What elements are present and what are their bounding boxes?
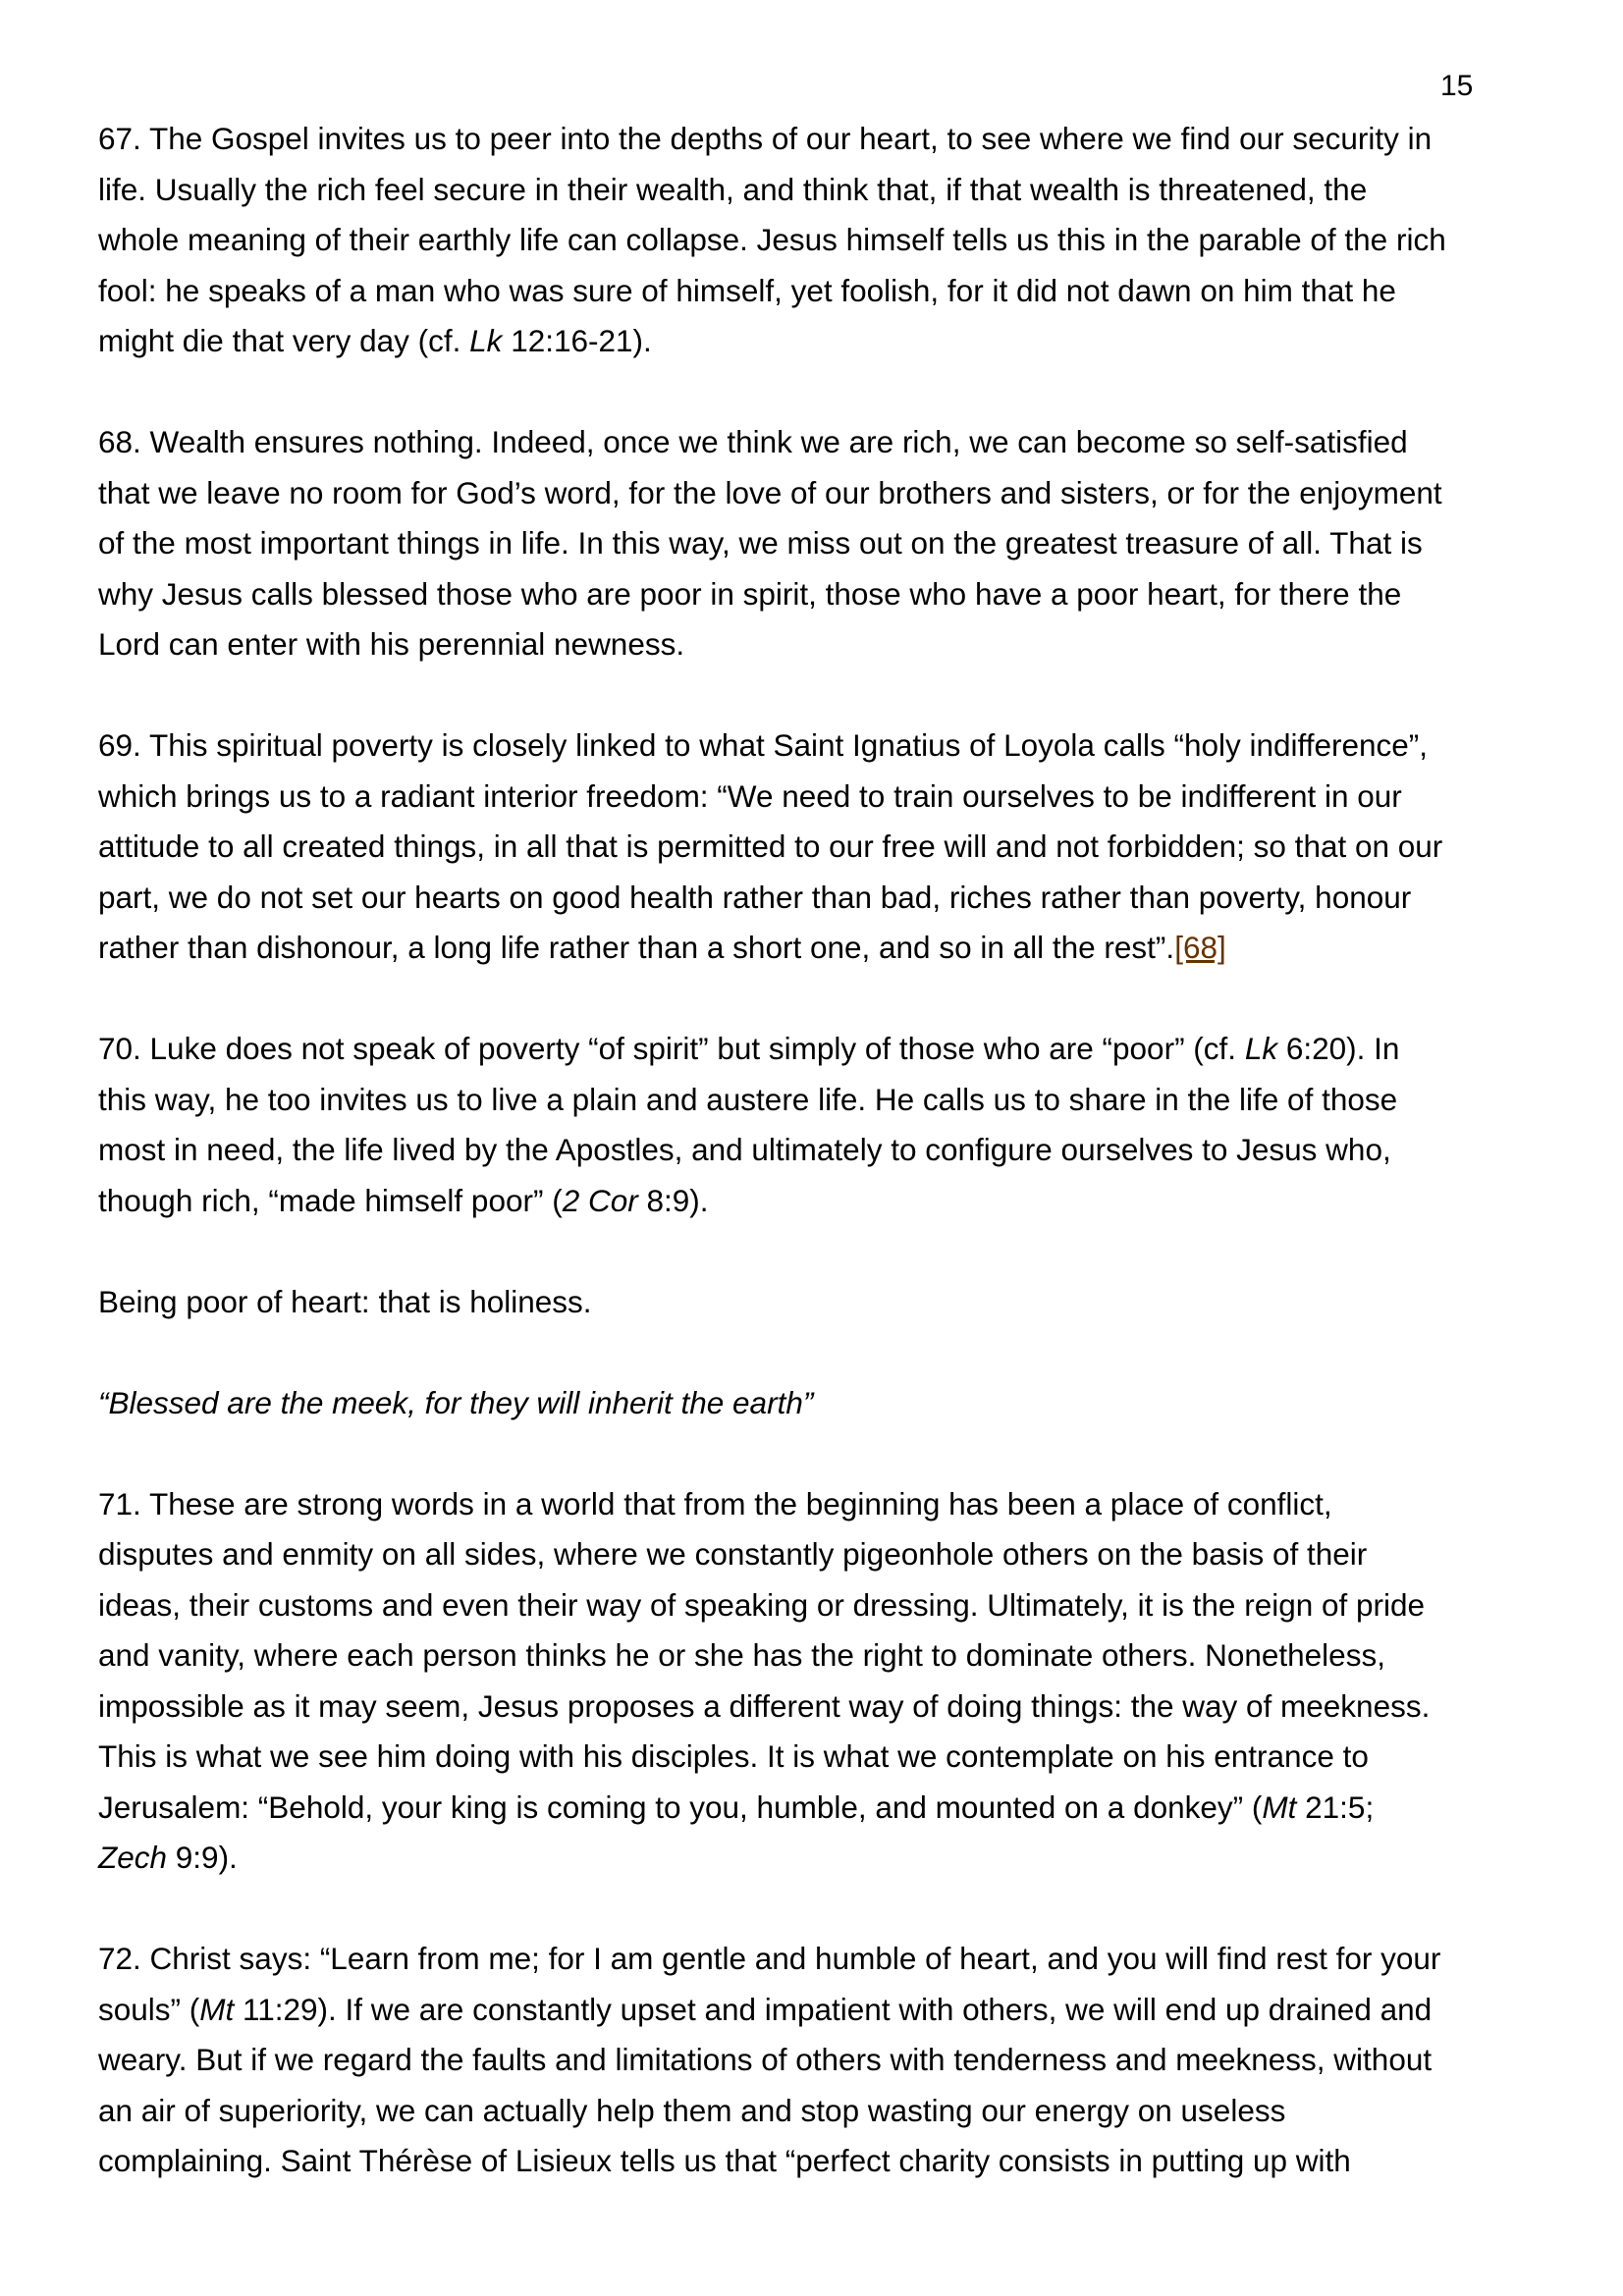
text-run: 68. Wealth ensures nothing. Indeed, once we think we are rich, we can become so self-satisfied: [98, 424, 1408, 459]
text-line: [98, 1486, 1332, 1522]
text-line: [98, 828, 1442, 864]
text-run: souls” (: [98, 1991, 200, 2027]
text-line: [98, 880, 1411, 915]
text-run: of the most important things in life. In this way, we miss out on the greatest treasure of all. That is: [98, 525, 1423, 561]
text-run: and vanity, where each person thinks he or she has the right to dominate others. Nonetheless,: [98, 1637, 1385, 1673]
text-run: disputes and enmity on all sides, where we constantly pigeonhole others on the basis of their: [98, 1536, 1368, 1572]
page-number: 15: [1440, 70, 1474, 102]
text-run: weary. But if we regard the faults and limitations of others with tenderness and meekness, without: [98, 2042, 1433, 2077]
text-run: life. Usually the rich feel secure in their wealth, and think that, if that wealth is threatened, the: [98, 171, 1368, 207]
text-line: [98, 2143, 1351, 2178]
italic-text: Zech: [98, 1840, 168, 1875]
text-run: 12:16-21).: [502, 323, 652, 358]
text-run: complaining. Saint Thérèse of Lisieux tells us that “perfect charity consists in putting up with: [98, 2143, 1351, 2178]
text-line: [98, 1789, 1374, 1825]
text-run: part, we do not set our hearts on good health rather than bad, riches rather than poverty, honour: [98, 879, 1412, 915]
text-line: [98, 1132, 1391, 1167]
text-run: impossible as it may seem, Jesus proposes a different way of doing things: the way of meekness.: [98, 1687, 1431, 1724]
italic-text: Lk: [469, 323, 503, 358]
text-line: [98, 930, 1226, 965]
text-line: [98, 1082, 1397, 1117]
text-line: [98, 576, 1401, 612]
text-run: 67. The Gospel invites us to peer into the depths of our heart, to see where we find our security in: [98, 121, 1433, 156]
text-line: [98, 1840, 238, 1875]
text-line: [98, 525, 1423, 561]
text-run: Lord can enter with his perennial newness.: [98, 626, 685, 662]
text-run: Jerusalem: “Behold, your king is coming to you, humble, and mounted on a donkey” (: [98, 1789, 1263, 1825]
text-run: This is what we see him doing with his disciples. It is what we contemplate on his entrance to: [98, 1738, 1369, 1774]
text-line: [98, 475, 1442, 510]
text-line: [98, 1637, 1385, 1673]
italic-text: Lk: [1244, 1031, 1278, 1066]
text-run: this way, he too invites us to live a plain and austere life. He calls us to share in the life of those: [98, 1081, 1398, 1117]
text-line: [98, 424, 1408, 459]
text-run: Being poor of heart: that is holiness.: [98, 1283, 592, 1319]
text-line: [98, 222, 1446, 257]
text-line: [98, 1587, 1425, 1623]
text-line: [98, 273, 1396, 308]
text-line: [98, 727, 1428, 763]
text-line: [98, 172, 1367, 207]
text-run: 11:29). If we are constantly upset and impatient with others, we will end up drained and: [234, 1991, 1433, 2027]
text-run: rather than dishonour, a long life rather than a short one, and so in all the rest”.: [98, 930, 1175, 965]
text-line: [98, 1031, 1399, 1066]
text-line: [98, 1183, 709, 1218]
text-line: [98, 1688, 1430, 1724]
italic-text: Mt: [199, 1991, 235, 2027]
text-run: which brings us to a radiant interior freedom: “We need to train ourselves to be indifferent in our: [98, 777, 1402, 814]
text-line: [98, 1284, 592, 1319]
text-run: fool: he speaks of a man who was sure of himself, yet foolish, for it did not dawn on him that he: [98, 272, 1396, 308]
text-run: an air of superiority, we can actually help them and stop wasting our energy on useless: [98, 2092, 1286, 2128]
text-run: though rich, “made himself poor” (: [98, 1182, 563, 1218]
text-line: [98, 323, 652, 358]
text-line: [98, 1738, 1369, 1774]
text-line: [98, 1992, 1432, 2027]
text-run: most in need, the life lived by the Apostles, and ultimately to configure ourselves to Jesus who,: [98, 1132, 1391, 1167]
text-line: [98, 121, 1432, 156]
text-line: [98, 626, 684, 662]
text-run: 72. Christ says: “Learn from me; for I am gentle and humble of heart, and you will find rest for your: [98, 1941, 1441, 1976]
text-run: 70. Luke does not speak of poverty “of spirit” but simply of those who are “poor” (cf.: [98, 1031, 1245, 1066]
text-run: might die that very day (cf.: [98, 323, 470, 358]
text-run: 69. This spiritual poverty is closely linked to what Saint Ignatius of Loyola calls “holy indifference”,: [98, 727, 1429, 763]
text-run: 6:20). In: [1277, 1031, 1400, 1066]
text-run: that we leave no room for God’s word, for the love of our brothers and sisters, or for the enjoyment: [98, 474, 1442, 510]
text-run: 9:9).: [167, 1840, 238, 1875]
footnote-link[interactable]: [68]: [1174, 930, 1226, 965]
italic-text: “Blessed are the meek, for they will inherit the earth”: [98, 1384, 814, 1420]
text-run: 8:9).: [637, 1182, 709, 1218]
text-line: [98, 778, 1402, 814]
italic-text: 2 Cor: [562, 1182, 638, 1218]
text-run: whole meaning of their earthly life can collapse. Jesus himself tells us this in the parable of the rich: [98, 222, 1446, 257]
text-line: [98, 1385, 813, 1420]
text-line: [98, 2093, 1285, 2128]
italic-text: Mt: [1262, 1789, 1297, 1825]
text-run: 21:5;: [1296, 1789, 1375, 1825]
text-line: [98, 1941, 1440, 1976]
text-run: attitude to all created things, in all that is permitted to our free will and not forbidden; so that on our: [98, 828, 1443, 864]
text-line: [98, 1536, 1367, 1572]
text-line: [98, 2042, 1432, 2077]
text-run: why Jesus calls blessed those who are poor in spirit, those who have a poor heart, for there the: [98, 575, 1402, 612]
text-run: ideas, their customs and even their way of speaking or dressing. Ultimately, it is the reign of pride: [98, 1586, 1426, 1623]
text-run: 71. These are strong words in a world that from the beginning has been a place of conflict,: [98, 1485, 1332, 1522]
